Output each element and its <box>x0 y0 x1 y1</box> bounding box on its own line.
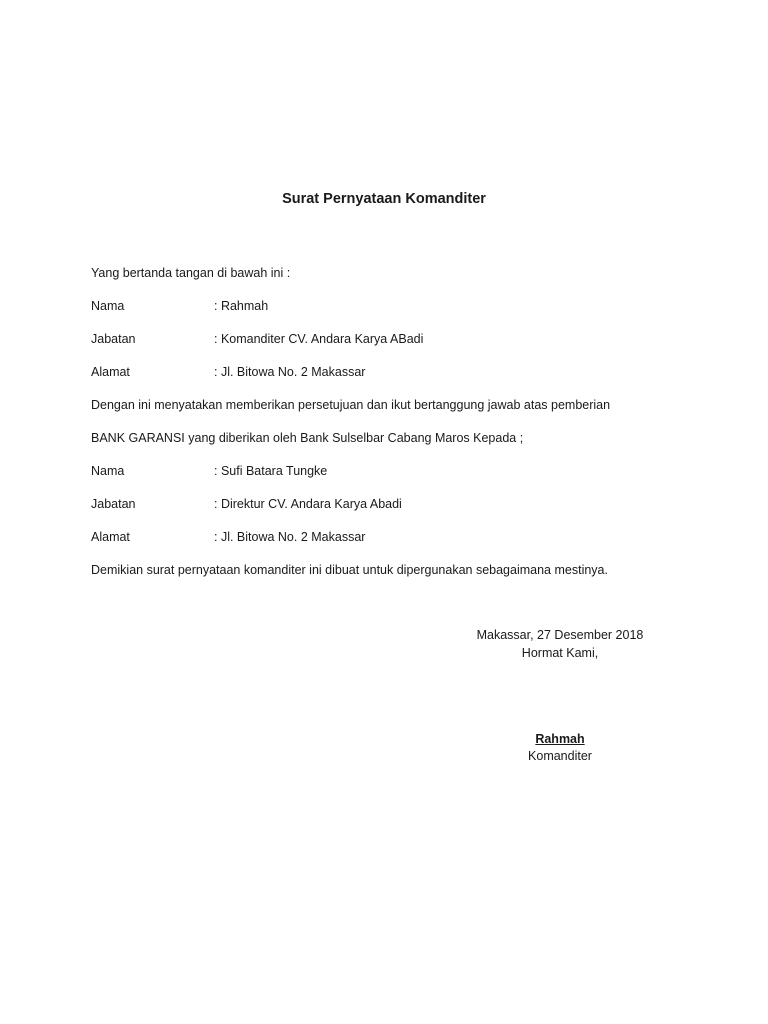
party1-address-row <box>91 365 365 379</box>
party2-address-row <box>91 530 365 544</box>
party1-position-row <box>91 332 423 346</box>
signer-name-text: Rahmah <box>535 732 585 746</box>
field-label: Nama <box>91 299 125 313</box>
field-label: Jabatan <box>91 332 136 346</box>
field-value: : Komanditer CV. Andara Karya ABadi <box>214 332 424 346</box>
statement-line-1: Dengan ini menyatakan memberikan persetujuan dan ikut bertanggung jawab atas pemberian <box>91 398 611 412</box>
party1-name-row <box>91 299 268 313</box>
party2-name-row <box>91 464 327 478</box>
closing-sentence: Demikian surat pernyataan komanditer ini dibuat untuk dipergunakan sebagaimana mestinya. <box>91 563 608 577</box>
signer-name <box>460 732 660 746</box>
field-value: : Direktur CV. Andara Karya Abadi <box>214 497 402 511</box>
signer-title: Komanditer <box>528 749 592 763</box>
field-label: Alamat <box>91 530 130 544</box>
field-label: Alamat <box>91 365 130 379</box>
statement-line-2: BANK GARANSI yang diberikan oleh Bank Sulselbar Cabang Maros Kepada ; <box>91 431 524 445</box>
field-label: Nama <box>91 464 125 478</box>
field-label: Jabatan <box>91 497 136 511</box>
field-value: : Jl. Bitowa No. 2 Makassar <box>214 530 366 544</box>
party2-position-row <box>91 497 402 511</box>
field-value: : Sufi Batara Tungke <box>214 464 328 478</box>
regards: Hormat Kami, <box>521 646 599 660</box>
place-date: Makassar, 27 Desember 2018 <box>476 628 644 642</box>
intro-text: Yang bertanda tangan di bawah ini : <box>91 266 291 280</box>
field-value: : Jl. Bitowa No. 2 Makassar <box>214 365 366 379</box>
document-title: Surat Pernyataan Komanditer <box>282 191 486 207</box>
field-value: : Rahmah <box>214 299 269 313</box>
